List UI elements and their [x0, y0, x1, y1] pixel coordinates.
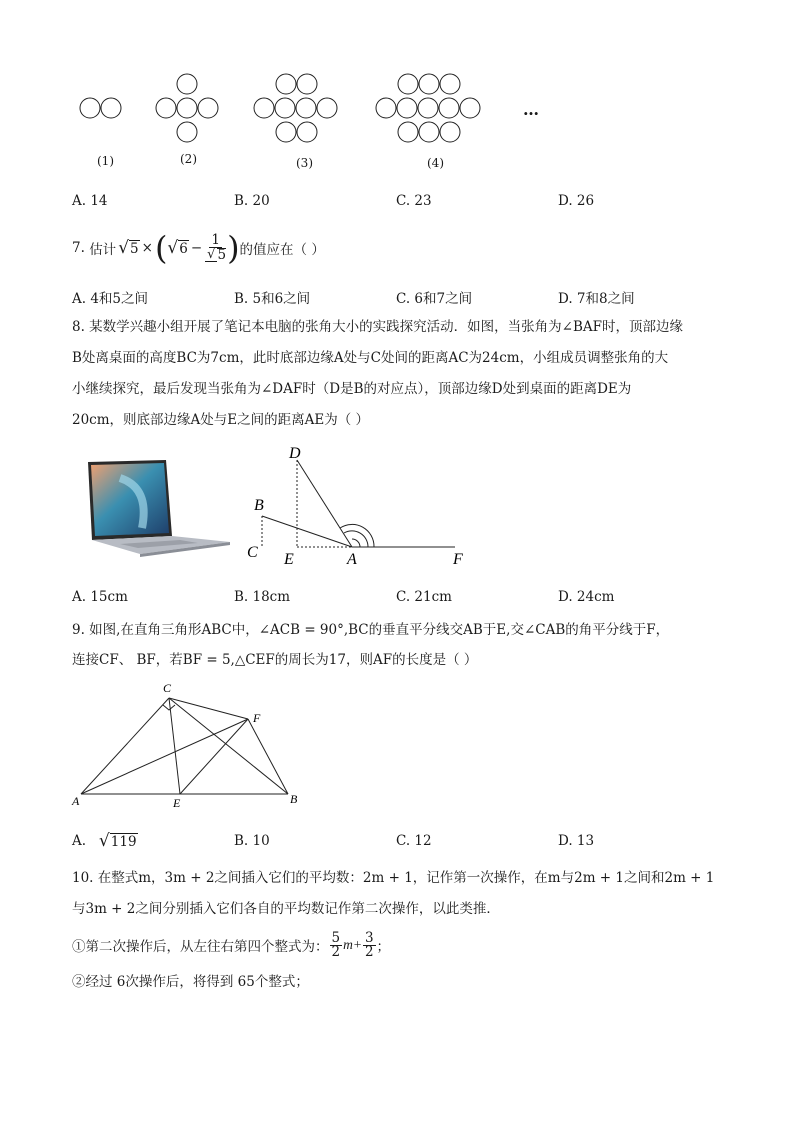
q7-fraction: 1 √ 5: [207, 232, 227, 263]
q9-geometry-diagram: [68, 678, 308, 813]
q7-times: ×: [141, 240, 153, 256]
q8-label-f: F: [453, 551, 463, 568]
circle-pattern-figure: [70, 66, 550, 146]
pattern-caption-3: (3): [296, 156, 313, 170]
q8-option-a[interactable]: A. 15cm: [72, 589, 128, 605]
q7-stem: [72, 228, 325, 268]
q9-line-2: 连接CF、 BF，若BF = 5,△CEF的周长为17，则AF的长度是（ ）: [72, 652, 478, 668]
q10-item-1-mid: m+: [343, 937, 362, 952]
q7-suffix: 的值应在（ ）: [239, 242, 325, 258]
q10-line-1: 10. 在整式m，3m + 2之间插入它们的平均数：2m + 1，记作第一次操作，在m与2m + 1之间和2m + 1: [72, 870, 715, 886]
q7-sqrt-b: √ 6: [167, 238, 188, 258]
q8-option-c[interactable]: C. 21cm: [396, 589, 452, 605]
q10-item-2: ②经过 6次操作后，将得到 65个整式；: [72, 974, 309, 990]
q9-option-d[interactable]: D. 13: [558, 833, 595, 849]
q8-label-b: B: [254, 497, 264, 514]
q9-label-f: F: [253, 711, 261, 725]
q9-label-a: A: [72, 794, 80, 808]
q8-label-a: A: [347, 551, 357, 568]
q10-line-2: 与3m + 2之间分别插入它们各自的平均数记作第二次操作，以此类推．: [72, 901, 500, 917]
q10-item-1: [72, 928, 390, 962]
q7-left-paren: (: [154, 229, 168, 267]
q7-option-c[interactable]: C. 6和7之间: [396, 291, 473, 307]
q9-option-a[interactable]: A. √ 119: [72, 831, 137, 851]
q9-label-b: B: [290, 792, 298, 806]
q10-item-1-frac-2: $\frac{3}{2}$: [364, 929, 374, 960]
q8-label-d: D: [289, 445, 301, 462]
q7-minus: −: [190, 240, 203, 256]
q9-option-a-radicand: 119: [110, 833, 137, 850]
pattern-ellipsis: …: [523, 100, 539, 119]
q8-label-c: C: [247, 544, 258, 561]
q8-line-2: B处离桌面的高度BC为7cm，此时底部边缘A处与C处间的距离AC为24cm，小组成员调整张角的大: [72, 350, 669, 366]
q7-number: 7.: [72, 240, 85, 256]
q10-item-1-frac-1: $\frac{5}{2}$: [331, 929, 341, 960]
q8-option-d[interactable]: D. 24cm: [558, 589, 615, 605]
q8-geometry-diagram: [240, 440, 480, 570]
q6-option-b[interactable]: B. 20: [234, 193, 270, 209]
q9-option-c[interactable]: C. 12: [396, 833, 432, 849]
q8-line-1: 8. 某数学兴趣小组开展了笔记本电脑的张角大小的实践探究活动．如图，当张角为∠BAF时，顶部边缘: [72, 319, 684, 335]
q7-right-paren: ): [227, 229, 240, 267]
q9-label-e: E: [173, 796, 181, 810]
q8-line-4: 20cm，则底部边缘A处与E之间的距离AE为（ ）: [72, 412, 370, 428]
q9-line-1: 9. 如图,在直角三角形ABC中，∠ACB = 90°,BC的垂直平分线交AB于E,交∠CAB的角平分线于F，: [72, 622, 670, 638]
q7-prefix: 估计: [89, 242, 117, 258]
q6-option-a[interactable]: A. 14: [72, 193, 108, 209]
q6-option-c[interactable]: C. 23: [396, 193, 432, 209]
pattern-caption-4: (4): [427, 156, 444, 170]
q10-item-1-prefix: ①第二次操作后，从左往右第四个整式为：: [72, 939, 329, 955]
laptop-image: [80, 458, 235, 558]
q8-line-3: 小继续探究，最后发现当张角为∠DAF时（D是B的对应点），顶部边缘D处到桌面的距离DE为: [72, 381, 632, 397]
q6-option-d[interactable]: D. 26: [558, 193, 595, 209]
q10-item-1-end: ；: [376, 939, 391, 955]
q7-option-b[interactable]: B. 5和6之间: [234, 291, 311, 307]
q7-option-d[interactable]: D. 7和8之间: [558, 291, 635, 307]
pattern-caption-1: (1): [97, 154, 114, 168]
q9-option-b[interactable]: B. 10: [234, 833, 270, 849]
q8-label-e: E: [284, 551, 294, 568]
pattern-caption-2: (2): [180, 152, 197, 166]
q7-option-a[interactable]: A. 4和5之间: [72, 291, 149, 307]
q8-option-b[interactable]: B. 18cm: [234, 589, 291, 605]
q7-sqrt-a: √ 5: [118, 238, 139, 258]
q9-label-c: C: [163, 681, 172, 695]
